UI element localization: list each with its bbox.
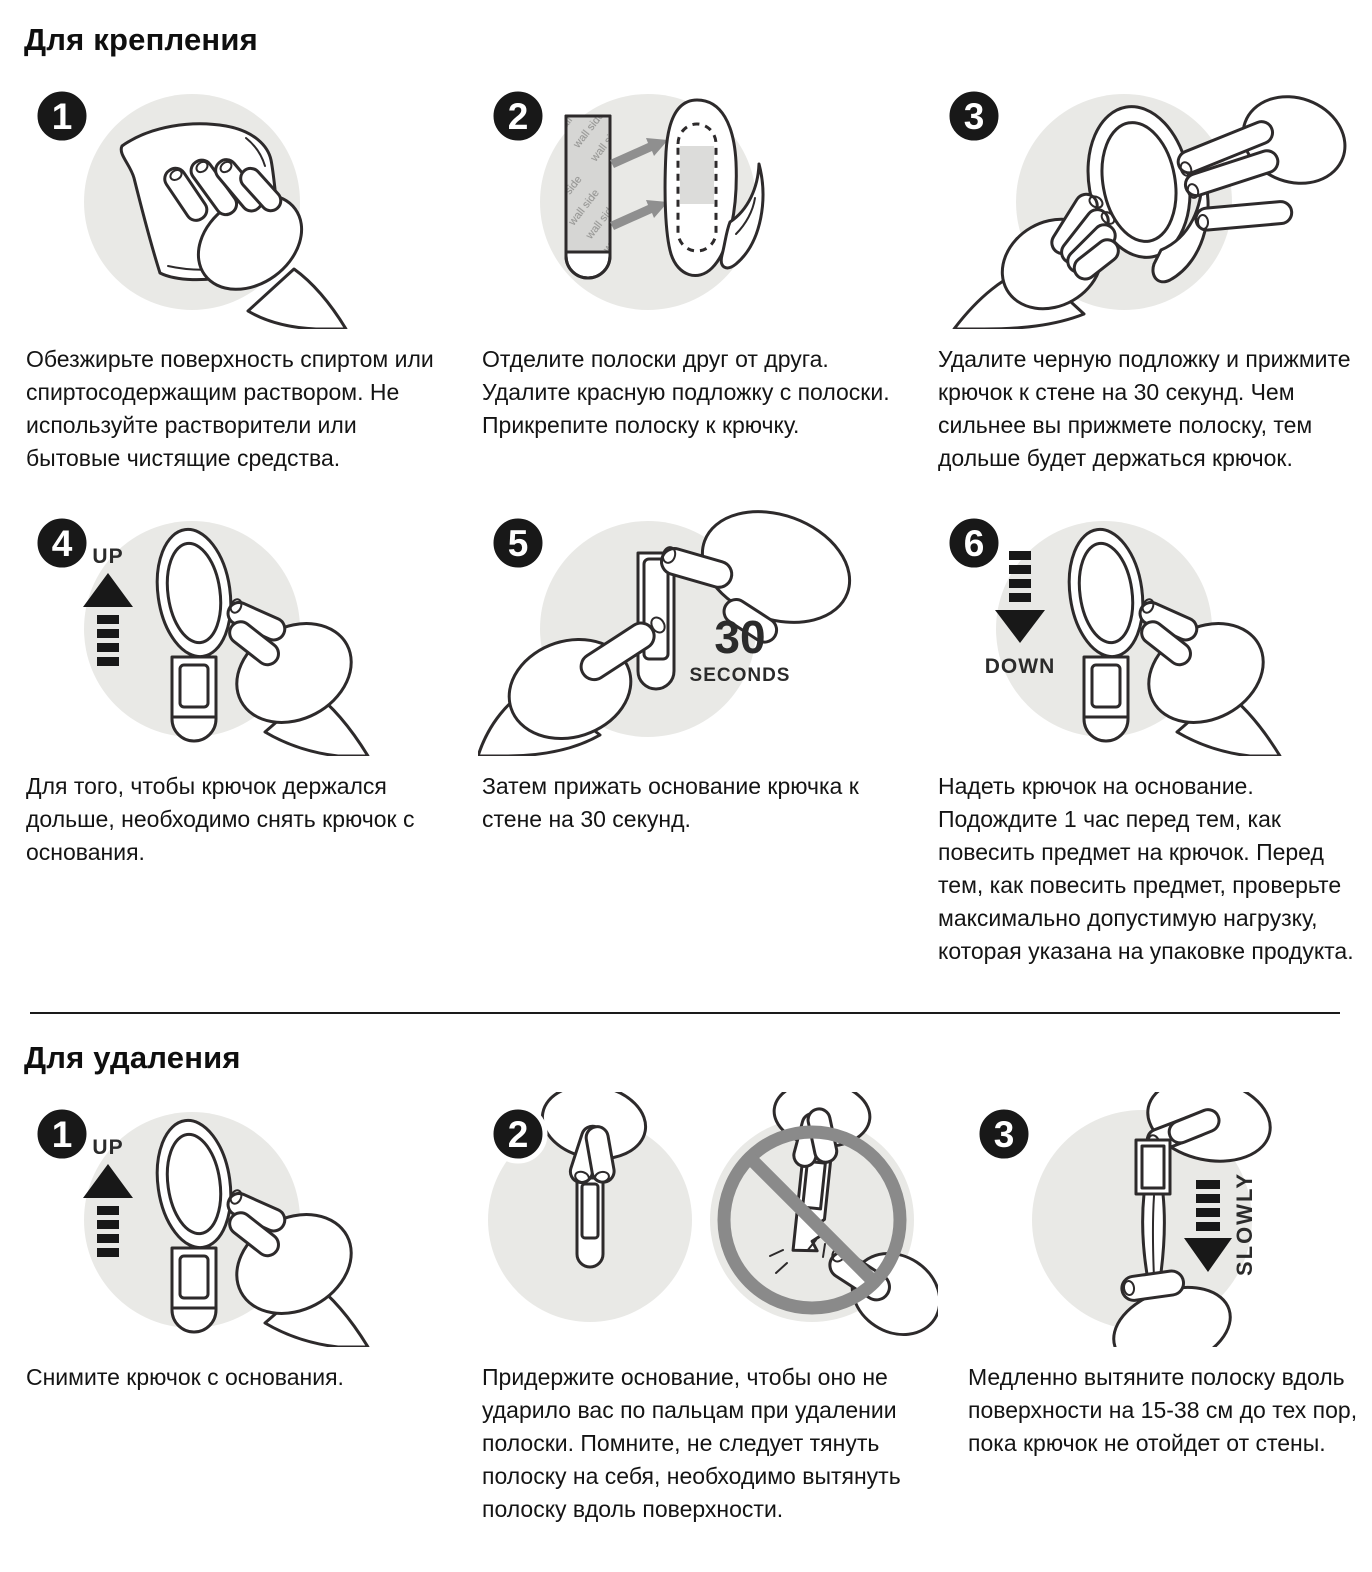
step-description: Затем прижать основание крючка к стене на 30 секунд. [482, 773, 859, 832]
svg-text:3: 3 [993, 1114, 1015, 1155]
right-hand-icon [1175, 83, 1357, 231]
slide-hook-up-illustration [22, 1092, 452, 1347]
step-remove-3 [964, 1092, 1372, 1552]
svg-text:DOWN: DOWN [984, 655, 1056, 678]
slide-hook-down-illustration [934, 501, 1364, 756]
step-description: Надеть крючок на основание. Подождите 1 час перед тем, как повесить предмет на крючок. Перед тем, как повесить предмет, проверьте максимально допустимую нагрузку, которая указана на упаковке продукта. [938, 773, 1354, 964]
svg-text:2: 2 [507, 1114, 529, 1155]
adhesive-strip-icon [566, 116, 610, 278]
svg-text:6: 6 [963, 523, 985, 564]
press-hook-wall-illustration [934, 74, 1364, 329]
step-number-badge [35, 516, 89, 570]
step-attach-2 [478, 74, 908, 501]
hook-base-icon [172, 657, 216, 741]
step-number-badge [491, 516, 545, 570]
svg-text:SECONDS: SECONDS [689, 665, 791, 686]
step-number-badge [491, 89, 545, 143]
step-attach-6 [934, 501, 1364, 994]
section-divider [30, 1012, 1340, 1014]
step-attach-1 [22, 74, 452, 501]
svg-text:2: 2 [507, 96, 529, 137]
step-remove-2 [478, 1092, 938, 1552]
section-title-remove: Для удаления [24, 1040, 241, 1075]
step-description: Отделите полоски друг от друга. Удалите красную подложку с полоски. Прикрепите полоску к крючку. [482, 346, 890, 438]
step-description: Удалите черную подложку и прижмите крючок к стене на 30 секунд. Чем сильнее вы прижмете полоску, тем дольше будет держаться крючок. [938, 346, 1351, 471]
svg-text:1: 1 [51, 96, 73, 137]
step-number-badge [947, 89, 1001, 143]
wipe-surface-illustration [22, 74, 452, 329]
step-description: Для того, чтобы крючок держался дольше, необходимо снять крючок с основания. [26, 773, 415, 865]
hook-base-icon [1084, 657, 1128, 741]
step-number-badge [947, 516, 1001, 570]
step-description: Обезжирьте поверхность спиртом или спиртосодержащим раствором. Не используйте растворители или бытовые чистящие средства. [26, 346, 434, 471]
svg-text:3: 3 [963, 96, 985, 137]
step-remove-1 [22, 1092, 452, 1552]
step-number-badge [491, 1107, 545, 1161]
step-number-badge [977, 1107, 1031, 1161]
pull-strip-slowly-illustration [964, 1092, 1372, 1347]
svg-text:UP: UP [92, 545, 124, 568]
svg-text:30: 30 [714, 611, 766, 663]
step-number-badge [35, 1107, 89, 1161]
attach-steps-grid [22, 74, 1354, 994]
slowly-label: SLOWLY [1232, 1171, 1257, 1277]
svg-text:UP: UP [92, 1136, 124, 1159]
step-attach-3 [934, 74, 1364, 501]
slide-hook-up-illustration [22, 501, 452, 756]
hook-base-icon [172, 1248, 216, 1332]
step-description: Медленно вытяните полоску вдоль поверхности на 15-38 см до тех пор, пока крючок не отойдет от стены. [968, 1364, 1358, 1456]
press-base-illustration [478, 501, 908, 756]
svg-text:5: 5 [507, 523, 529, 564]
hold-base-no-snap-illustration [478, 1092, 938, 1347]
section-title-attach: Для крепления [24, 22, 258, 57]
strips-hook-illustration [478, 74, 908, 329]
step-description: Снимите крючок с основания. [26, 1364, 344, 1390]
step-attach-4 [22, 501, 452, 994]
svg-text:4: 4 [51, 523, 73, 564]
svg-text:1: 1 [51, 1114, 73, 1155]
step-attach-5 [478, 501, 908, 994]
step-description: Придержите основание, чтобы оно не ударило вас по пальцам при удалении полоски. Помните, не следует тянуть полоску на себя, необходимо вытянуть полоску вдоль поверхности. [482, 1364, 901, 1522]
remove-steps-grid [22, 1092, 1358, 1552]
step-number-badge [35, 89, 89, 143]
